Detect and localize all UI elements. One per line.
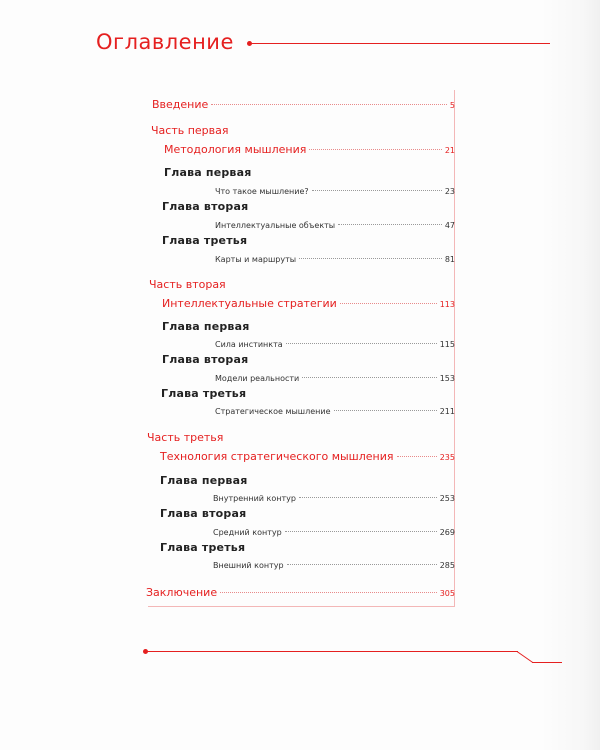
part-1-chapter-2-label: Глава вторая [162,200,249,213]
chapter-page: 269 [439,528,455,537]
intro-page: 5 [449,101,455,110]
dot-leader [340,303,437,304]
chapter-topic: Модели реальности [215,374,300,383]
toc-entry-part-3-chapter-3[interactable] [213,561,455,570]
chapter-page: 153 [439,374,455,383]
part-1-chapter-1-label: Глава первая [164,166,252,179]
toc-entry-part-2-chapter-1[interactable] [215,340,455,349]
dot-leader [338,224,442,225]
toc-entry-part-1-chapter-2[interactable] [215,221,455,230]
dot-leader [299,258,442,259]
toc-entry-part-2-chapter-2[interactable] [215,374,455,383]
part-3-subtitle: Технология стратегического мышления [160,450,394,463]
toc-entry-conclusion[interactable] [146,586,455,599]
toc-entry-part-3-chapter-1[interactable] [213,494,455,503]
dot-leader [302,377,437,378]
chapter-topic: Интеллектуальные объекты [215,221,336,230]
toc-entry-part-1-chapter-3[interactable] [215,255,455,264]
toc-entry-intro[interactable] [152,98,455,111]
intro-label: Введение [152,98,209,111]
part-2-chapter-3-label: Глава третья [161,387,247,400]
toc-entry-part-3-chapter-2[interactable] [213,528,455,537]
dot-leader [397,456,437,457]
toc-entry-part-2-chapter-3[interactable] [215,407,455,416]
chapter-topic: Карты и маршруты [215,255,297,264]
title-rule [250,43,550,44]
part-2-label: Часть вторая [149,278,226,291]
bottom-rule [146,651,518,652]
chapter-page: 285 [439,561,455,570]
part-3-chapter-1-label: Глава первая [160,474,248,487]
chapter-topic: Внутренний контур [213,494,296,503]
chapter-topic: Стратегическое мышление [215,407,331,416]
part-3-chapter-2-label: Глава вторая [160,507,247,520]
part-1-chapter-3-label: Глава третья [162,234,248,247]
page-shadow [540,0,600,750]
chapter-page: 47 [444,221,455,230]
dot-leader [334,410,437,411]
dot-leader [211,104,447,105]
conclusion-page: 305 [439,589,455,598]
toc-entry-part-1[interactable] [164,143,455,156]
part-1-label: Часть первая [151,124,229,137]
chapter-page: 211 [439,407,455,416]
bottom-rule-bend [517,651,533,663]
part-1-page: 21 [444,146,455,155]
chapter-topic: Средний контур [213,528,282,537]
chapter-page: 115 [439,340,455,349]
toc-entry-part-2[interactable] [162,297,455,310]
part-3-page: 235 [439,453,455,462]
part-3-chapter-3-label: Глава третья [160,541,246,554]
part-2-subtitle: Интеллектуальные стратегии [162,297,337,310]
part-2-chapter-2-label: Глава вторая [162,353,249,366]
part-2-chapter-1-label: Глава первая [162,320,250,333]
chapter-page: 81 [444,255,455,264]
dot-leader [309,149,441,150]
part-2-page: 113 [439,300,455,309]
dot-leader [299,497,437,498]
part-1-subtitle: Методология мышления [164,143,307,156]
chapter-page: 253 [439,494,455,503]
part-3-label: Часть третья [147,431,224,444]
conclusion-label: Заключение [146,586,218,599]
chapter-topic: Что такое мышление? [215,187,309,196]
toc-entry-part-1-chapter-1[interactable] [215,187,455,196]
dot-leader [220,592,437,593]
dot-leader [286,343,437,344]
dot-leader [285,531,437,532]
dot-leader [312,190,442,191]
bottom-rule-tail [532,662,562,663]
chapter-page: 23 [444,187,455,196]
chapter-topic: Внешний контур [213,561,284,570]
dot-leader [287,564,437,565]
chapter-topic: Сила инстинкта [215,340,283,349]
page-title: Оглавление [96,30,234,54]
toc-entry-part-3[interactable] [160,450,455,463]
